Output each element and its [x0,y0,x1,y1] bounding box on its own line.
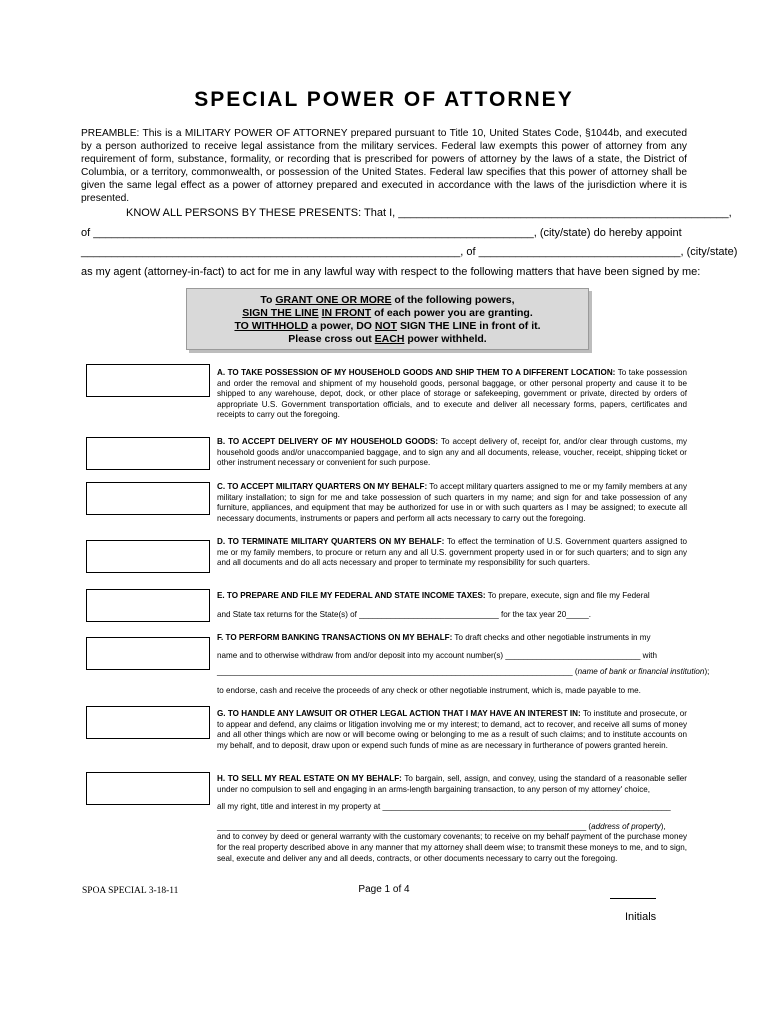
signature-box-f[interactable] [86,637,210,670]
agent-city-state-line: ______________________________________________________________, of _________________________________, (city/state) [81,246,738,258]
signature-box-h[interactable] [86,772,210,805]
power-item-d: D. TO TERMINATE MILITARY QUARTERS ON MY BEHALF: To effect the termination of U.S. Government quarters assigned to me or my family members, to procure or return any and all U.S. government property used in or for such quarters; and to sign any and all documents and do all acts necessary and proper to terminate my responsibility for such quarters. [217,537,687,568]
power-item-f: F. TO PERFORM BANKING TRANSACTIONS ON MY BEHALF: To draft checks and other negotiable instruments in my name and to otherwise withdraw from and/or deposit into my account number(s) ______________________________ with _______________________________________________________________________________ (name of bank or financial institution); to endorse, cash and receive the proceeds of any check or other negotiable instrument, which is, made payable to me. [217,633,710,695]
power-item-c: C. TO ACCEPT MILITARY QUARTERS ON MY BEHALF: To accept military quarters assigned to me or my family members at any military installation; to sign for me and take possession of such quarters in my name; and sign for and take possession of any furniture, appliances, and equipment that may be authorized for use in or with such quarters as I may be assigned; to execute all necessary documents, instruments or papers and perform all acts necessary to carry out the foregoing. [217,482,687,523]
form-identifier: SPOA SPECIAL 3-18-11 [82,886,179,896]
signature-box-g[interactable] [86,706,210,739]
signature-box-a[interactable] [86,364,210,397]
initials-label: Initials [625,911,657,923]
power-item-b: B. TO ACCEPT DELIVERY OF MY HOUSEHOLD GOODS: To accept delivery of, receipt for, and/or clear through customs, my household goods and/or unaccompanied baggage, and to sign any and all documents, release, voucher, receipt, shipping ticket or other instrument necessary or convenient for such purpose. [217,437,687,468]
document-title: SPECIAL POWER OF ATTORNEY [194,88,574,111]
signature-box-e[interactable] [86,589,210,622]
power-item-g: G. TO HANDLE ANY LAWSUIT OR OTHER LEGAL ACTION THAT I MAY HAVE AN INTEREST IN: To institute and prosecute, or to appear and defend, any claims or litigation involving me or my interest; to demand, act to recover, and receive all sums of money and all other things which are now or will become owing or belonging to me as a result of such claims; and to institute accounts on my behalf, and to deposit, draw upon or expend such funds of mine as are necessary in furtherance of powers granted herein. [217,709,687,750]
of-city-state-line: of ________________________________________________________________________, (city/state) do hereby appoint [81,227,682,239]
initials-line[interactable] [610,898,656,899]
signature-box-b[interactable] [86,437,210,470]
power-item-e: E. TO PREPARE AND FILE MY FEDERAL AND STATE INCOME TAXES: To prepare, execute, sign and file my Federal and State tax returns for the State(s) of _______________________________ for the tax year 20_____. [217,591,650,619]
page-number: Page 1 of 4 [358,884,410,895]
power-item-h: H. TO SELL MY REAL ESTATE ON MY BEHALF: To bargain, sell, assign, and convey, using the standard of a reasonable seller under no compulsion to sell and engaging in an arms-length bargaining transaction, to any person of my attorney' choice, all my right, title and interest in my property at ________________________________________________________________ __________________________________________________________________________________ (address of property), and to convey by deed or general warranty with the customary covenants; to receive on my behalf payment of the purchase money for the real property described above in any manner that my attorney shall deem wise; to transmit these moneys to me, and to sign, seal, execute and deliver any and all deeds, contracts, or other documents necessary to carry out the foregoing. [217,774,687,863]
know-all-persons-line: KNOW ALL PERSONS BY THESE PRESENTS: That I, ______________________________________________________, [126,207,732,219]
signature-box-c[interactable] [86,482,210,515]
preamble-paragraph: PREAMBLE: This is a MILITARY POWER OF ATTORNEY prepared pursuant to Title 10, United States Code, §1044b, and executed by a person authorized to receive legal assistance from the military services. Federal law exempts this power of attorney from any requirement of form, substance, formality, or recording that is prescribed for powers of attorney by the laws of a state, the District of Columbia, or a territory, commonwealth, or possession of the United States. Federal law specifies that this power of attorney shall be given the same legal effect as a power of attorney prepared and executed in accordance with the laws of the jurisdiction where it is presented. [81,128,687,204]
agent-appointment-line: as my agent (attorney-in-fact) to act for me in any lawful way with respect to the following matters that have been signed by me: [81,266,701,278]
instructions-callout: To GRANT ONE OR MORE of the following powers, SIGN THE LINE IN FRONT of each power you are granting. TO WITHHOLD a power, DO NOT SIGN THE LINE in front of it. Please cross out EACH power withheld. [186,288,589,350]
signature-box-d[interactable] [86,540,210,573]
power-item-a: A. TO TAKE POSSESSION OF MY HOUSEHOLD GOODS AND SHIP THEM TO A DIFFERENT LOCATION: To take possession and order the removal and shipment of my household goods, personal baggage, or other personal property and cause it to be shipped to any warehouse, depot, dock, or other place of storage or safekeeping, government or private, directed by orders of appropriate U.S. Government transportation officials, and to execute and deliver all necessary forms, papers, certificates and receipts to carry out the foregoing. [217,368,687,420]
